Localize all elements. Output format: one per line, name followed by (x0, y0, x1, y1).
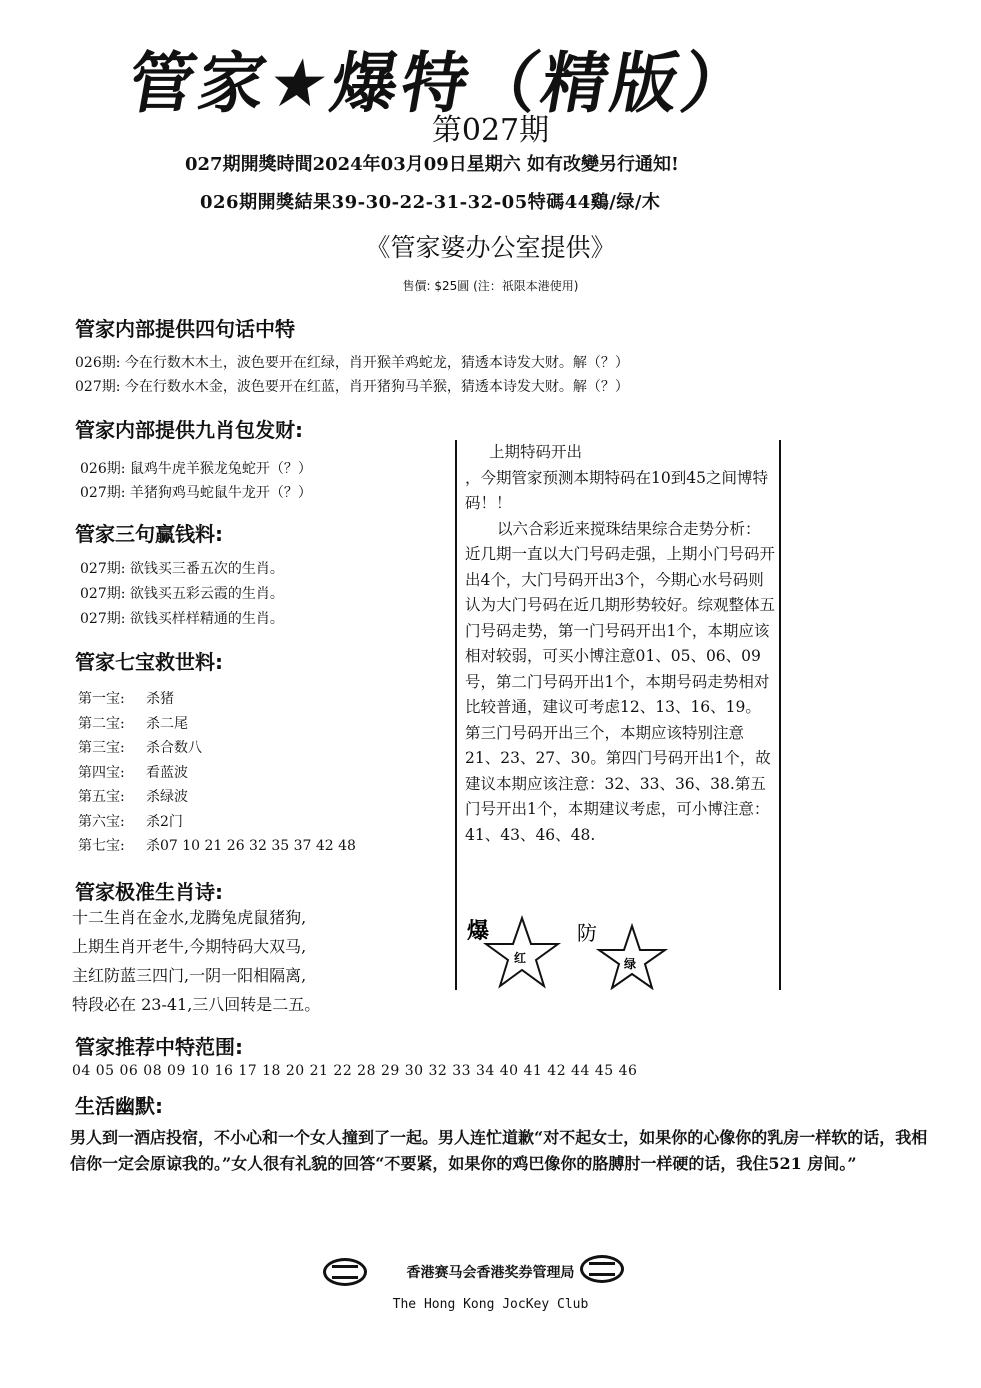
issue-number: 第027期 (431, 113, 550, 148)
treasure-item: 第六宝: 杀2门 (78, 813, 183, 830)
treasure-item: 第三宝: 杀合数八 (78, 740, 202, 756)
provider: 《管家婆办公室提供》 (365, 233, 616, 262)
four-line-026: 026期: 今在行数木木土，波色要开在红绿，肖开猴羊鸡蛇龙，猜透本诗发大财。解（？） (75, 355, 629, 371)
section-title-humor: 生活幽默: (75, 1094, 163, 1118)
fang-color: 绿 (624, 957, 637, 971)
section-title-range: 管家推荐中特范围: (75, 1035, 243, 1059)
bao-color: 红 (514, 951, 527, 965)
three-line-1: 027期: 欲钱买三番五次的生肖。 (80, 561, 284, 577)
price-note: 售價: $25圓 (注：祇限本港使用) (402, 279, 579, 293)
analysis-text (465, 440, 775, 848)
range-numbers: 04 05 06 08 09 10 16 17 18 20 21 22 28 29 30 32 33 34 40 41 42 44 45 46 (72, 1063, 638, 1079)
analysis-box (455, 440, 781, 990)
nine-zodiac-026: 026期: 鼠鸡牛虎羊猴龙兔蛇开（？） (80, 461, 312, 477)
treasure-item: 第一宝: 杀猪 (78, 691, 174, 707)
treasure-list (78, 688, 356, 860)
analysis-p1: 上期特码开出 (489, 443, 583, 461)
analysis-p2: ，今期管家预测本期特码在10到45之间博特码！！ (465, 468, 768, 512)
bao-label: 爆 (467, 918, 490, 944)
draw-time: 027期開獎時間2024年03月09日星期六 如有改變另行通知! (185, 154, 679, 175)
four-line-027: 027期: 今在行数水木金，波色要开在红蓝，肖开猪狗马羊猴，猜透本诗发大财。解（？） (75, 379, 629, 395)
treasure-item: 第二宝: 杀二尾 (78, 715, 188, 732)
humor-text: 男人到一酒店投宿，不小心和一个女人撞到了一起。男人连忙道歉“对不起女士，如果你的心像你的乳房一样软的话，我相信你一定会原谅我的。”女人很有礼貌的回答“不要紧，如果你的鸡巴像你的胳膊肘一样硬的话，我住521 房间。” (70, 1128, 928, 1173)
poem-line-1: 十二生肖在金水,龙腾兔虎鼠猪狗, (72, 908, 307, 927)
stars-graphic (457, 900, 777, 990)
section-title-poem: 管家极准生肖诗: (75, 880, 223, 904)
treasure-item: 第五宝: 杀绿波 (78, 789, 188, 805)
treasure-item: 第四宝: 看蓝波 (78, 764, 188, 781)
poem-line-3: 主红防蓝三四门,一阴一阳相隔离, (72, 966, 307, 985)
three-line-3: 027期: 欲钱买样样精通的生肖。 (80, 611, 284, 627)
section-title-seven-treasures: 管家七宝救世料: (75, 650, 223, 674)
section-title-three-line: 管家三句赢钱料: (75, 522, 223, 546)
footer-org-en: The Hong Kong JocKey Club (392, 1297, 589, 1312)
poem-line-4: 特段必在 23-41,三八回转是二五。 (72, 995, 321, 1014)
section-title-four-line: 管家内部提供四句话中特 (75, 317, 295, 341)
section-title-nine-zodiac: 管家内部提供九肖包发财: (75, 418, 303, 442)
treasure-item: 第七宝: 杀07 10 21 26 32 35 37 42 48 (78, 838, 356, 854)
footer-org-cn: 香港赛马会香港奖券管理局 (406, 1265, 575, 1281)
last-result: 026期開獎結果39-30-22-31-32-05特碼44鷄/绿/木 (200, 192, 661, 213)
main-title: 管家★爆特（精版） (122, 45, 759, 122)
nine-zodiac-027: 027期: 羊猪狗鸡马蛇鼠牛龙开（？） (80, 485, 312, 501)
analysis-p3: 以六合彩近来搅珠结果综合走势分析：近几期一直以大门号码走强，上期小门号码开出4个，大门号码开出3个，今期心水号码则认为大门号码在近几期形势较好。综观整体五门号码走势，第一门号码开出1个，本期应该相对较弱，可买小博注意01、05、06、09号，第二门号码开出1个，本期号码走势相对比较普通，建议可考虑12、13、16、19。第三门号码开出三个，本期应该特别注意21、23、27、30。第四门号码开出1个，故建议本期应该注意：32、33、36、38.第五门号开出1个，本期建议考虑，可小博注意：41、43、46、48. (465, 519, 776, 844)
fang-label: 防 (577, 921, 597, 945)
poem-line-2: 上期生肖开老牛,今期特码大双马, (72, 937, 307, 956)
three-line-2: 027期: 欲钱买五彩云霞的生肖。 (80, 586, 284, 602)
